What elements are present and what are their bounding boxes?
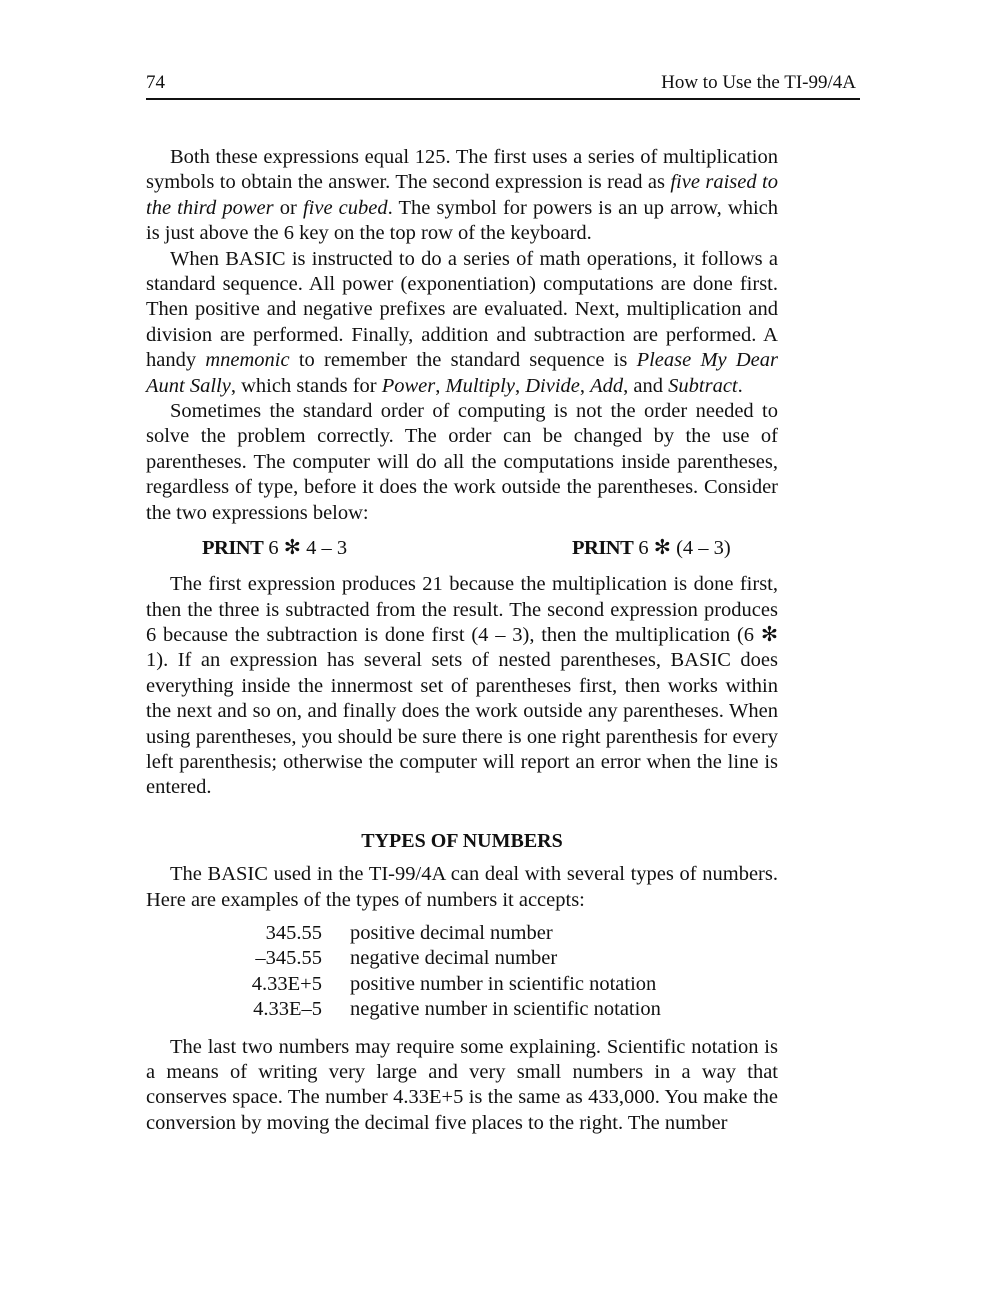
italic-phrase: Subtract [668, 374, 738, 397]
italic-phrase: Add [590, 374, 624, 397]
print-keyword: PRINT [202, 537, 264, 560]
example-description: positive number in scientific notation [350, 972, 657, 995]
print-expression: 6 ✻ 4 – 3 [263, 537, 348, 560]
print-expression: 6 ✻ (4 – 3) [633, 537, 731, 560]
example-number: 4.33E+5 [251, 972, 322, 995]
text-span: , [579, 374, 591, 397]
text-span: When BASIC is instructed to do a series of math operations, it follows a standard sequence. All power (exponentiation) computations are done first. Then positive and negative prefixes are evaluated. Next, multiplication and division are performed. Finally, addition and subtraction are performed. A handy [146, 247, 778, 372]
example-number: 4.33E–5 [253, 998, 322, 1021]
print-example-right [572, 530, 731, 566]
running-head: How to Use the TI-99/4A [661, 72, 856, 93]
text-span: Both these expressions equal 125. The first uses a series of multiplication symbols to obtain the answer. The second expression is read as [146, 146, 778, 194]
example-description: positive decimal number [350, 921, 553, 944]
example-number: –345.55 [255, 947, 322, 970]
page-body [146, 145, 778, 1136]
paragraph-1 [146, 145, 778, 247]
paragraph-2 [146, 247, 778, 399]
number-example-row [146, 972, 778, 997]
number-example-row [146, 946, 778, 971]
italic-phrase: Power [381, 374, 436, 397]
page-number: 74 [146, 72, 165, 93]
text-span: , which stands for [230, 374, 382, 397]
page-header [146, 72, 860, 100]
example-description: negative decimal number [350, 947, 558, 970]
example-number: 345.55 [265, 921, 322, 944]
italic-phrase: Please My Dear Aunt Sally [146, 349, 778, 397]
paragraph-3: Sometimes the standard order of computing is not the order needed to solve the problem correctly. The order can be changed by the use of parentheses. The computer will do all the computations inside parentheses, regardless of type, before it does the work outside the parentheses. Consider the two expressions below: [146, 400, 778, 524]
italic-phrase: Multiply [445, 374, 515, 397]
print-keyword: PRINT [572, 537, 634, 560]
text-span: . [737, 374, 743, 397]
text-span: or [273, 196, 303, 219]
paragraph-4: The first expression produces 21 because the multiplication is done first, then the three is subtracted from the result. The second expression produces 6 because the subtraction is done first (4 – 3), then the multiplication (6 ✻ 1). If an expression has several sets of nested parentheses, BASIC does everything inside the innermost set of parentheses first, then works within the next and so on, and finally does the work outside any parentheses. When using parentheses, you should be sure there is one right parenthesis for every left parenthesis; otherwise the computer will report an error when the line is entered. [146, 573, 778, 799]
section-heading: TYPES OF NUMBERS [361, 829, 563, 852]
example-description: negative number in scientific notation [350, 998, 661, 1021]
print-examples [146, 530, 778, 566]
text-span: , [435, 374, 446, 397]
italic-phrase: five raised to the third power [146, 171, 778, 219]
number-examples-table [146, 921, 778, 1023]
paragraph-5: The BASIC used in the TI-99/4A can deal with several types of numbers. Here are examples of the types of numbers it accepts: [146, 863, 778, 911]
text-span: , [514, 374, 526, 397]
text-span: , and [623, 374, 669, 397]
italic-phrase: five cubed [302, 196, 388, 219]
paragraph-6: The last two numbers may require some explaining. Scientific notation is a means of writing very large and very small numbers in a way that conserves space. The number 4.33E+5 is the same as 433,000. You make the conversion by moving the decimal five places to the right. The number [146, 1035, 778, 1134]
text-span: . The symbol for powers is an up arrow, which is just above the 6 key on the top row of the keyboard. [146, 196, 778, 245]
number-example-row [146, 997, 778, 1022]
italic-phrase: mnemonic [205, 349, 290, 372]
italic-phrase: Divide [525, 374, 580, 397]
print-example-left [202, 530, 347, 566]
text-span: to remember the standard sequence is [289, 349, 637, 372]
number-example-row [146, 921, 778, 946]
